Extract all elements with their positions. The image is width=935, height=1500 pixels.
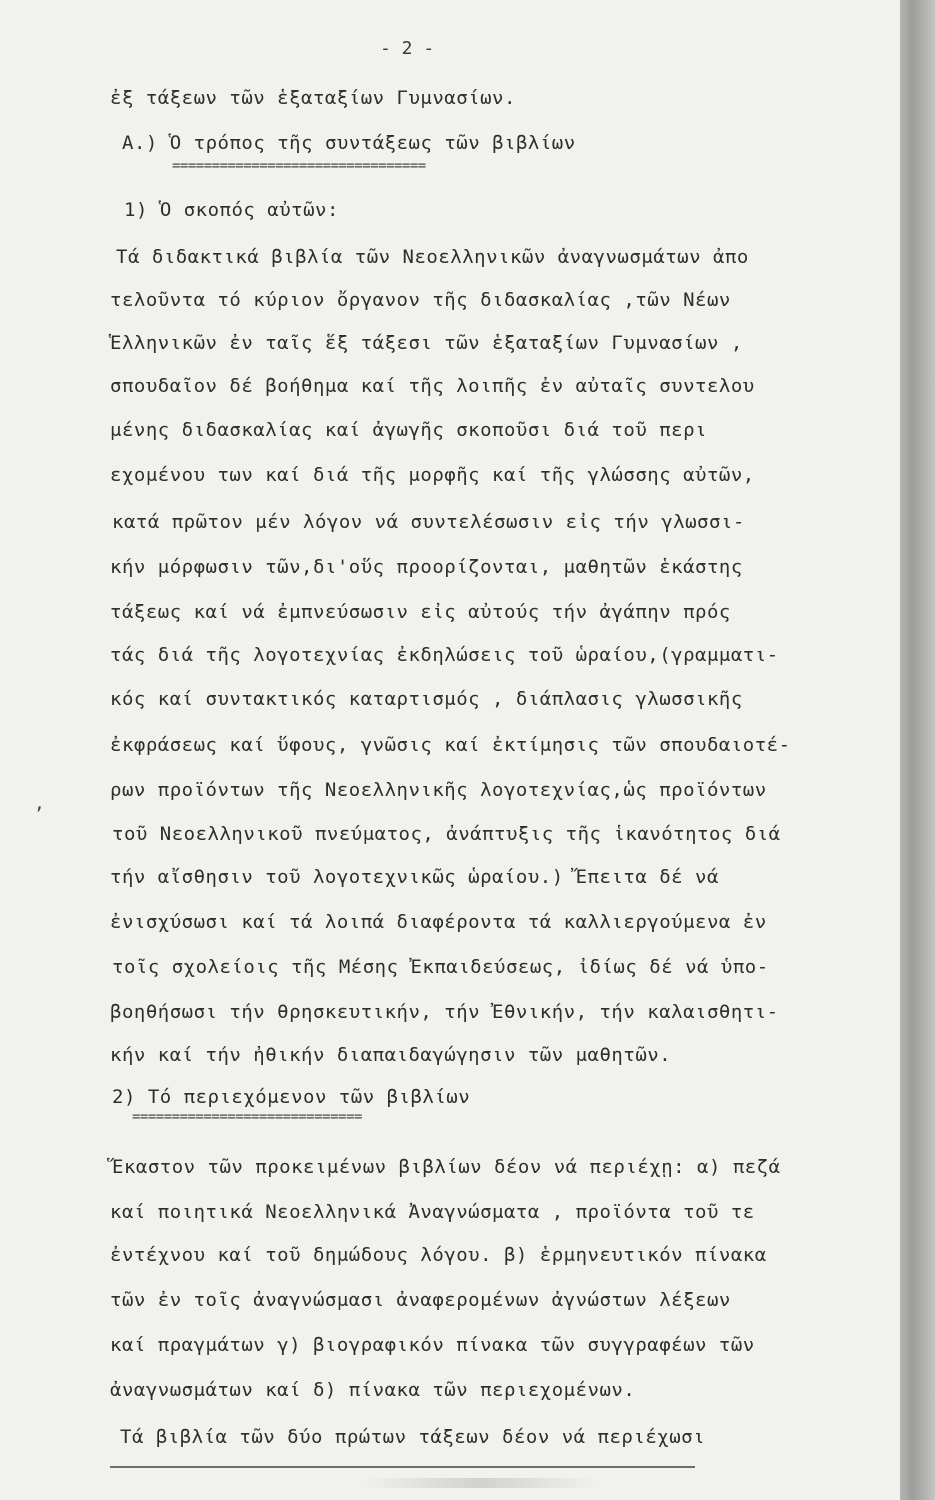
subheading-1: 1) Ὁ σκοπός αὐτῶν: (124, 199, 339, 221)
bottom-divider (110, 1466, 695, 1468)
text-line-22: καί ποιητικά Νεοελληνικά Ἀναγνώσματα , προϊόντα τοῦ τε (110, 1201, 755, 1223)
text-line-9: κήν μόρφωσιν τῶν,δι'οὕς προορίζονται, μαθητῶν ἑκάστης (110, 556, 743, 578)
page-edge-shadow (900, 0, 935, 1500)
text-line-21: Ἕκαστον τῶν προκειμένων βιβλίων δέον νά περιέχῃ: α) πεζά (112, 1156, 781, 1178)
heading-underline-2: ============================= (132, 1110, 362, 1124)
section-heading-a: Α.) Ὁ τρόπος τῆς συντάξεως τῶν βιβλίων (122, 132, 576, 154)
text-line-19: βοηθήσωσι τήν θρησκευτικήν, τήν Ἐθνικήν, τήν καλαισθητι- (110, 1001, 779, 1023)
text-line-3: τελοῦντα τό κύριον ὄργανον τῆς διδασκαλίας ,τῶν Νέων (110, 289, 731, 311)
subheading-2: 2) Τό περιεχόμενον τῶν βιβλίων (112, 1086, 471, 1108)
text-line-6: μένης διδασκαλίας καί ἀγωγῆς σκοποῦσι διά τοῦ περι (110, 419, 707, 441)
text-line-27: Τά βιβλία τῶν δύο πρώτων τάξεων δέον νά περιέχωσι (120, 1426, 706, 1448)
text-line-18: τοῖς σχολείοις τῆς Μέσης Ἐκπαιδεύσεως, ἰδίως δέ νά ὑπο- (112, 956, 769, 978)
text-line-10: τάξεως καί νά ἐμπνεύσωσιν εἰς αὐτούς τήν ἀγάπην πρός (110, 601, 731, 623)
text-line-13: ἐκφράσεως καί ὕφους, γνῶσις καί ἐκτίμησις τῶν σπουδαιοτέ- (110, 734, 791, 756)
text-line-26: ἀναγνωσμάτων καί δ) πίνακα τῶν περιεχομένων. (110, 1379, 636, 1401)
text-line-14: ρων προϊόντων τῆς Νεοελληνικῆς λογοτεχνίας,ὡς προϊόντων (110, 779, 767, 801)
text-line-1: ἐξ τάξεων τῶν ἑξαταξίων Γυμνασίων. (110, 87, 516, 109)
text-line-8: κατά πρῶτον μέν λόγον νά συντελέσωσιν εἰς τήν γλωσσι- (112, 511, 745, 533)
text-line-20: κήν καί τήν ἠθικήν διαπαιδαγώγησιν τῶν μαθητῶν. (110, 1044, 672, 1066)
margin-mark: , (34, 793, 45, 814)
text-line-16: τήν αἴσθησιν τοῦ λογοτεχνικῶς ὡραίου.) Ἔπειτα δέ νά (110, 866, 719, 888)
text-line-15: τοῦ Νεοελληνικοῦ πνεύματος, ἀνάπτυξις τῆς ἱκανότητος διά (112, 823, 781, 845)
text-line-12: κός καί συντακτικός καταρτισμός , διάπλασις γλωσσικῆς (110, 688, 743, 710)
text-line-24: τῶν ἐν τοῖς ἀναγνώσμασι ἀναφερομένων ἀγνώστων λέξεων (110, 1289, 731, 1311)
text-line-2: Τά διδακτικά βιβλία τῶν Νεοελληνικῶν ἀναγνωσμάτων ἀπο (116, 246, 749, 268)
heading-underline-a: ================================ (172, 159, 426, 173)
text-line-25: καί πραγμάτων γ) βιογραφικόν πίνακα τῶν συγγραφέων τῶν (110, 1334, 755, 1356)
text-line-5: σπουδαῖον δέ βοήθημα καί τῆς λοιπῆς ἐν αὐταῖς συντελου (110, 375, 755, 397)
page-number: - 2 - (380, 38, 435, 59)
text-line-23: ἐντέχνου καί τοῦ δημώδους λόγου. β) ἑρμηνευτικόν πίνακα (110, 1244, 767, 1266)
text-line-4: Ἑλληνικῶν ἐν ταῖς ἕξ τάξεσι τῶν ἑξαταξίων Γυμνασίων , (110, 332, 743, 354)
text-line-17: ἐνισχύσωσι καί τά λοιπά διαφέροντα τά καλλιεργούμενα ἐν (110, 911, 767, 933)
text-line-7: εχομένου των καί διά τῆς μορφῆς καί τῆς γλώσσης αὐτῶν, (110, 464, 755, 486)
bottom-smudge (360, 1478, 600, 1488)
text-line-11: τάς διά τῆς λογοτεχνίας ἐκδηλώσεις τοῦ ὡραίου,(γραμματι- (110, 644, 779, 666)
